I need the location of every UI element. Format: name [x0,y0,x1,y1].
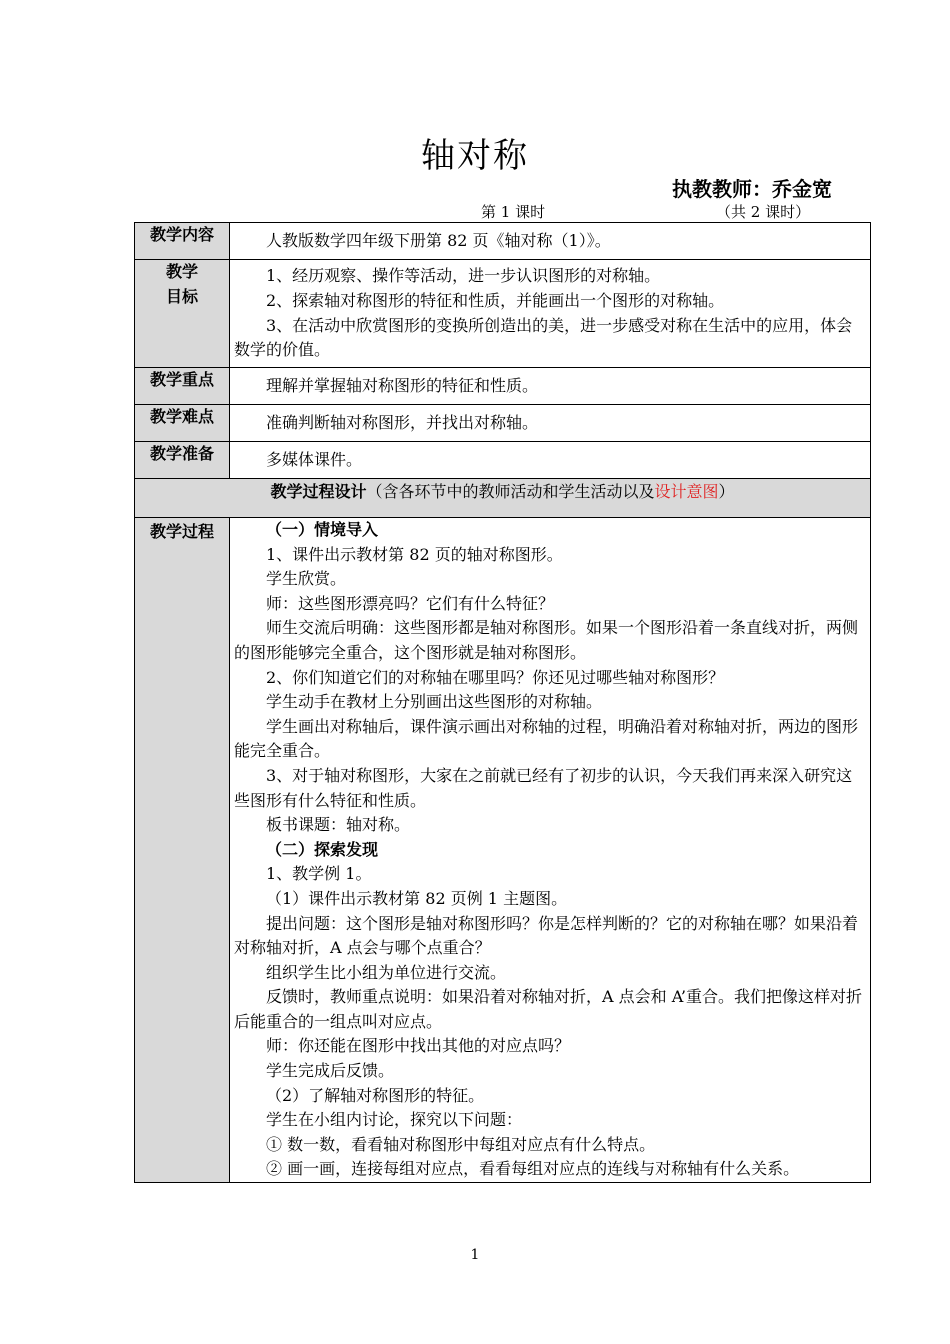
preparation-text [230,442,871,479]
key-points-value: 理解并掌握轴对称图形的特征和性质。 [266,375,539,395]
label-preparation: 教学准备 [135,442,230,479]
label-process: 教学过程 [135,518,230,1183]
goal-item: 3、在活动中欣赏图形的变换所创造出的美，进一步感受对称在生活中的应用，体会数学的价值。 [234,315,853,360]
process-paragraph: 反馈时，教师重点说明：如果沿着对称轴对折，A 点会和 A’重合。我们把像这样对折后能重合的一组点叫对应点。 [234,987,863,1031]
content-text [230,223,871,260]
process-header-bold: 教学过程设计 [270,482,367,501]
goal-item: 2、探索轴对称图形的特征和性质，并能画出一个图形的对称轴。 [266,290,725,310]
process-paragraph: 板书课题：轴对称。 [266,815,411,835]
process-paragraph: 组织学生比小组为单位进行交流。 [266,962,507,982]
difficulty-text [230,405,871,442]
label-goals [135,260,230,368]
section-heading: （二）探索发现 [266,839,379,859]
process-paragraph: 1、教学例 1。 [266,864,372,884]
process-paragraph: （2）了解轴对称图形的特征。 [266,1085,485,1105]
teacher-name: 执教教师：乔金宽 [672,177,832,201]
key-points-text [230,368,871,405]
process-header [135,479,871,518]
goals-text [230,260,871,368]
process-paragraph: 学生完成后反馈。 [266,1061,395,1081]
row-goals [135,260,871,368]
difficulty-value: 准确判断轴对称图形，并找出对称轴。 [266,412,539,432]
process-paragraph: ① 数一数，看看轴对称图形中每组对应点有什么特点。 [266,1134,656,1154]
process-paragraph: 学生画出对称轴后，课件演示画出对称轴的过程，明确沿着对称轴对折，两边的图形能完全重合。 [234,716,859,761]
process-paragraph: 3、对于轴对称图形，大家在之前就已经有了初步的认识，今天我们再来深入研究这些图形有什么特征和性质。 [234,765,853,810]
process-paragraph: 1、课件出示教材第 82 页的轴对称图形。 [266,544,563,564]
label-key-points: 教学重点 [135,368,230,405]
process-paragraph: 师生交流后明确：这些图形都是轴对称图形。如果一个图形沿着一条直线对折，两侧的图形能够完全重合，这个图形就是轴对称图形。 [234,618,859,662]
label-content: 教学内容 [135,223,230,260]
row-process-header [135,479,871,518]
process-paragraph: 学生欣赏。 [266,569,347,589]
row-key-points [135,368,871,405]
content-value: 人教版数学四年级下册第 82 页《轴对称（1）》。 [266,230,611,250]
preparation-value: 多媒体课件。 [266,449,363,469]
lesson-number: 第 1 课时 [481,203,546,221]
row-content [135,223,871,260]
page-number: 1 [470,1247,480,1263]
process-paragraph: 学生在小组内讨论，探究以下问题： [266,1110,523,1130]
row-preparation [135,442,871,479]
process-paragraph: 2、你们知道它们的对称轴在哪里吗？你还见过哪些轴对称图形？ [266,667,725,687]
row-difficulty [135,405,871,442]
lesson-total: （共 2 课时） [716,203,811,221]
document-title: 轴对称 [421,136,529,176]
goal-item: 1、经历观察、操作等活动，进一步认识图形的对称轴。 [266,266,661,286]
row-process [135,518,871,1183]
lesson-plan-table [134,222,871,1183]
process-header-note: （含各环节中的教师活动和学生活动以及 [366,482,655,501]
label-difficulty: 教学难点 [135,405,230,442]
label-goals-line1: 教学 [165,262,198,281]
process-paragraph: ② 画一画，连接每组对应点，看看每组对应点的连线与对称轴有什么关系。 [266,1159,800,1179]
process-paragraph: 提出问题：这个图形是轴对称图形吗？你是怎样判断的？它的对称轴在哪？如果沿着对称轴对折，A 点会与哪个点重合？ [234,913,859,958]
process-body [230,518,871,1183]
process-paragraph: 学生动手在教材上分别画出这些图形的对称轴。 [266,692,603,712]
process-header-end: ） [718,482,735,501]
process-header-design-intent: 设计意图 [654,482,719,501]
process-paragraph: 师：这些图形漂亮吗？它们有什么特征？ [266,593,555,613]
process-paragraph: 师：你还能在图形中找出其他的对应点吗？ [266,1036,571,1056]
section-heading: （一）情境导入 [266,520,379,539]
process-paragraph: （1）课件出示教材第 82 页例 1 主题图。 [266,888,568,908]
label-goals-line2: 目标 [165,286,198,306]
